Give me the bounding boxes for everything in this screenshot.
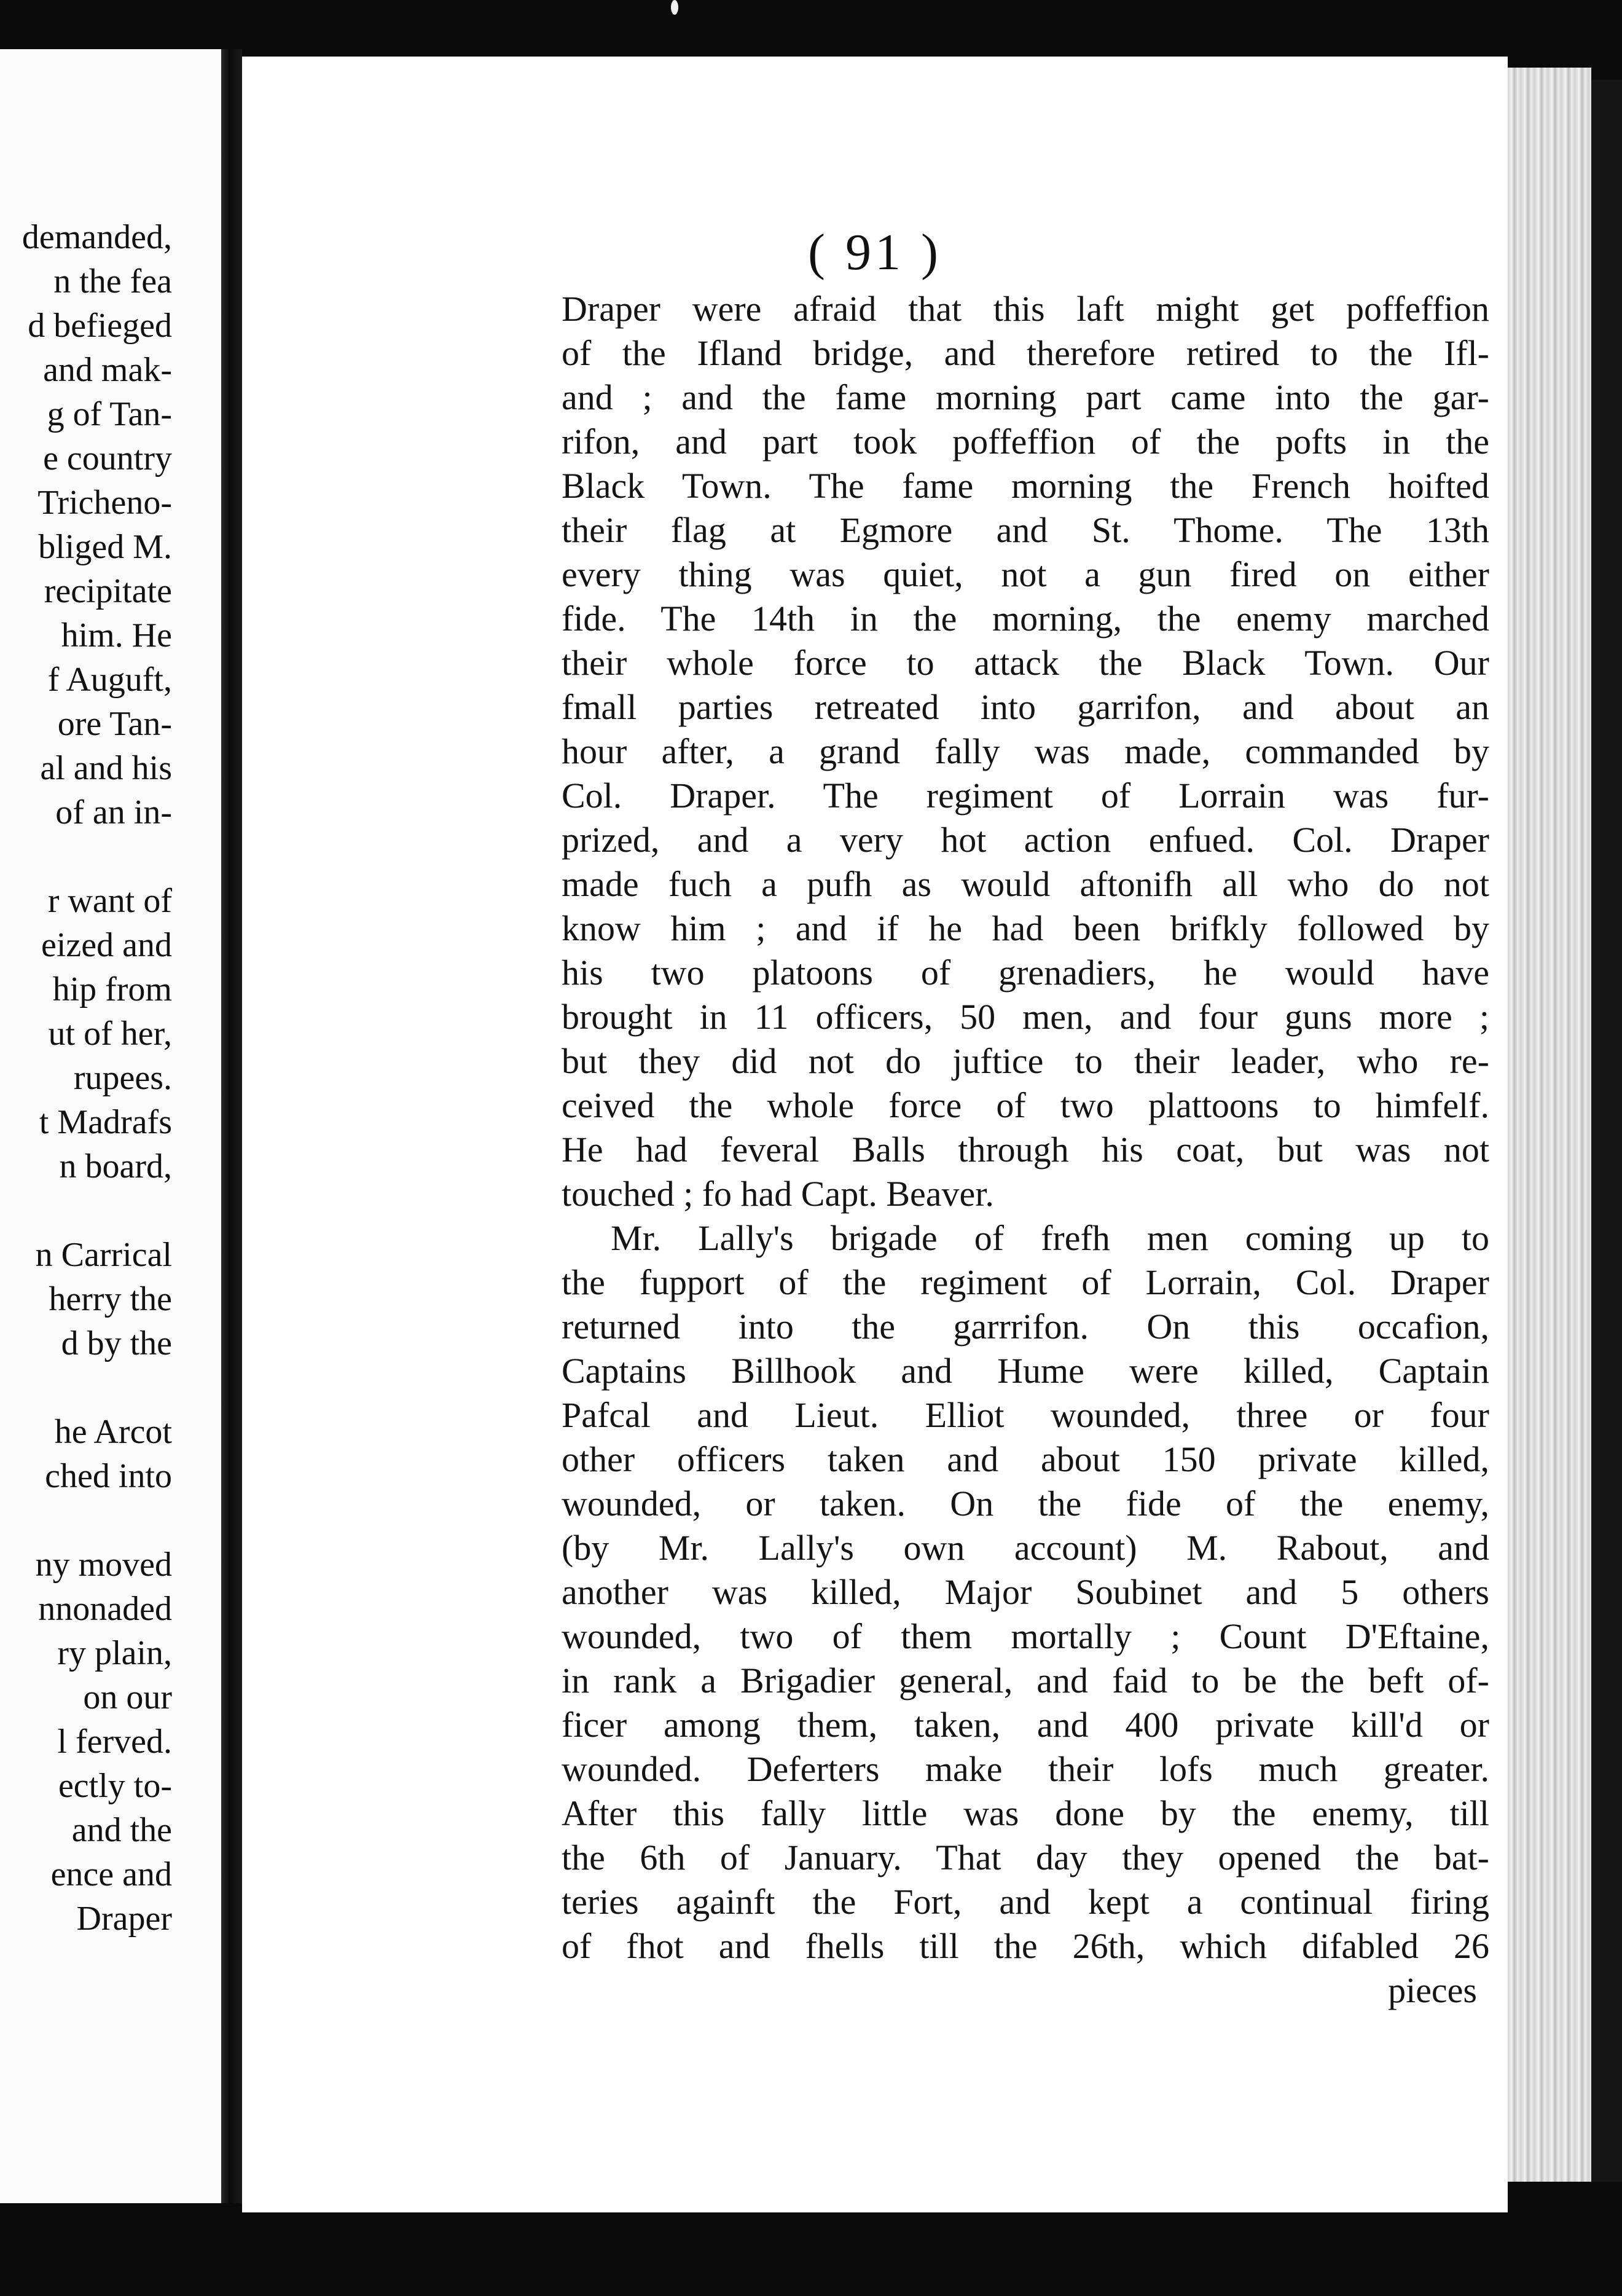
facing-page-line: ectly to-	[58, 1767, 172, 1805]
facing-page-line: bliged M.	[38, 528, 172, 566]
text-line: wounded. Deferters make their lofs much greater.	[562, 1749, 1489, 1789]
facing-page-line: Tricheno-	[37, 484, 172, 522]
text-line: his two platoons of grenadiers, he would have	[562, 953, 1489, 993]
text-line: ficer among them, taken, and 400 private kill'd or	[562, 1705, 1489, 1745]
body-text	[562, 287, 1489, 2013]
text-line: prized, and a very hot action enfued. Col. Draper	[562, 820, 1489, 860]
facing-page-line: t Madrafs	[39, 1103, 172, 1141]
text-line: After this fally little was done by the enemy, till	[562, 1793, 1489, 1833]
text-line: hour after, a grand fally was made, commanded by	[562, 731, 1489, 771]
text-line: brought in 11 officers, 50 men, and four guns more ;	[562, 997, 1489, 1037]
catchword: pieces	[1388, 1970, 1477, 2010]
facing-page-line: n the fea	[53, 262, 172, 301]
facing-page-line: demanded,	[22, 218, 172, 256]
text-line: He had feveral Balls through his coat, but was not	[562, 1130, 1489, 1170]
text-line: rifon, and part took poffeffion of the pofts in the	[562, 422, 1489, 462]
text-line: Mr. Lally's brigade of frefh men coming up to	[611, 1218, 1489, 1258]
facing-page-line: and the	[71, 1811, 172, 1849]
facing-page	[0, 49, 221, 2203]
page-edge-shadow	[1591, 80, 1622, 2182]
text-line: the fupport of the regiment of Lorrain, Col. Draper	[562, 1262, 1489, 1302]
facing-page-line: ched into	[45, 1457, 172, 1495]
facing-page-line: recipitate	[44, 572, 172, 610]
facing-page-line: n board,	[59, 1147, 172, 1185]
text-line: Black Town. The fame morning the French hoifted	[562, 466, 1489, 506]
text-line: fmall parties retreated into garrifon, and about an	[562, 687, 1489, 727]
book-page	[242, 57, 1508, 2212]
text-line: of fhot and fhells till the 26th, which difabled 26	[562, 1926, 1489, 1966]
text-line: their whole force to attack the Black Town. Our	[562, 643, 1489, 683]
facing-page-line	[0, 1498, 172, 1543]
text-line: but they did not do juftice to their leader, who re-	[562, 1041, 1489, 1081]
facing-page-line: e country	[43, 439, 172, 478]
text-line: returned into the garrrifon. On this occafion,	[562, 1307, 1489, 1347]
text-line: every thing was quiet, not a gun fired on either	[562, 554, 1489, 594]
text-line: of the Ifland bridge, and therefore retired to the Ifl-	[562, 333, 1489, 373]
text-line: ceived the whole force of two plattoons to himfelf.	[562, 1085, 1489, 1125]
facing-page-line: r want of	[47, 882, 172, 920]
facing-page-line: ry plain,	[57, 1634, 172, 1672]
facing-page-line	[0, 1366, 172, 1410]
facing-page-line: and mak-	[43, 351, 172, 389]
facing-page-line: hip from	[52, 970, 172, 1008]
facing-page-line: d by the	[61, 1324, 172, 1362]
facing-page-line: eized and	[41, 926, 172, 964]
facing-page-line: he Arcot	[54, 1413, 172, 1451]
text-line: fide. The 14th in the morning, the enemy marched	[562, 599, 1489, 639]
facing-page-line: n Carrical	[35, 1236, 172, 1274]
facing-page-line: ny moved	[35, 1546, 172, 1584]
facing-page-line	[0, 835, 172, 879]
text-line: and ; and the fame morning part came into the gar-	[562, 377, 1489, 417]
text-line: Captains Billhook and Hume were killed, Captain	[562, 1351, 1489, 1391]
text-line: know him ; and if he had been brifkly followed by	[562, 908, 1489, 948]
text-line: Pafcal and Lieut. Elliot wounded, three or four	[562, 1395, 1489, 1435]
book-gutter	[221, 49, 242, 2203]
text-line: the 6th of January. That day they opened the bat-	[562, 1838, 1489, 1877]
facing-page-line: herry the	[49, 1280, 172, 1318]
facing-page-line: l ferved.	[57, 1723, 172, 1761]
text-line: wounded, or taken. On the fide of the enemy,	[562, 1484, 1489, 1523]
text-line: in rank a Brigadier general, and faid to be the beft of-	[562, 1661, 1489, 1700]
facing-page-line: of an in-	[55, 793, 172, 832]
text-line: made fuch a pufh as would aftonifh all who do not	[562, 864, 1489, 904]
text-line: touched ; fo had Capt. Beaver.	[562, 1174, 994, 1214]
facing-page-line: f Auguft,	[47, 661, 172, 699]
facing-page-line: al and his	[40, 749, 172, 787]
facing-page-line: ut of her,	[48, 1015, 172, 1053]
facing-page-line	[0, 1189, 172, 1233]
facing-page-text	[0, 215, 172, 1941]
facing-page-line: g of Tan-	[47, 395, 172, 433]
text-line: other officers taken and about 150 private killed,	[562, 1439, 1489, 1479]
text-line: teries againft the Fort, and kept a continual firing	[562, 1882, 1489, 1922]
text-line: another was killed, Major Soubinet and 5 others	[562, 1572, 1489, 1612]
facing-page-line: d befieged	[28, 307, 172, 345]
text-line: Col. Draper. The regiment of Lorrain was fur-	[562, 776, 1489, 816]
page-number: ( 91 )	[808, 224, 942, 281]
facing-page-line: ence and	[50, 1855, 172, 1893]
text-line: Draper were afraid that this laft might get poffeffion	[562, 289, 1489, 329]
facing-page-line: rupees.	[73, 1059, 172, 1097]
facing-page-line: ore Tan-	[57, 705, 172, 743]
text-line: (by Mr. Lally's own account) M. Rabout, and	[562, 1528, 1489, 1568]
text-line: their flag at Egmore and St. Thome. The 13th	[562, 510, 1489, 550]
top-ornament	[671, 0, 678, 15]
facing-page-line: Draper	[76, 1900, 172, 1938]
text-line: wounded, two of them mortally ; Count D'Eftaine,	[562, 1616, 1489, 1656]
facing-page-line: on our	[83, 1678, 172, 1716]
facing-page-line: nnonaded	[38, 1590, 172, 1628]
page-edges	[1508, 68, 1591, 2182]
facing-page-line: him. He	[61, 616, 172, 655]
